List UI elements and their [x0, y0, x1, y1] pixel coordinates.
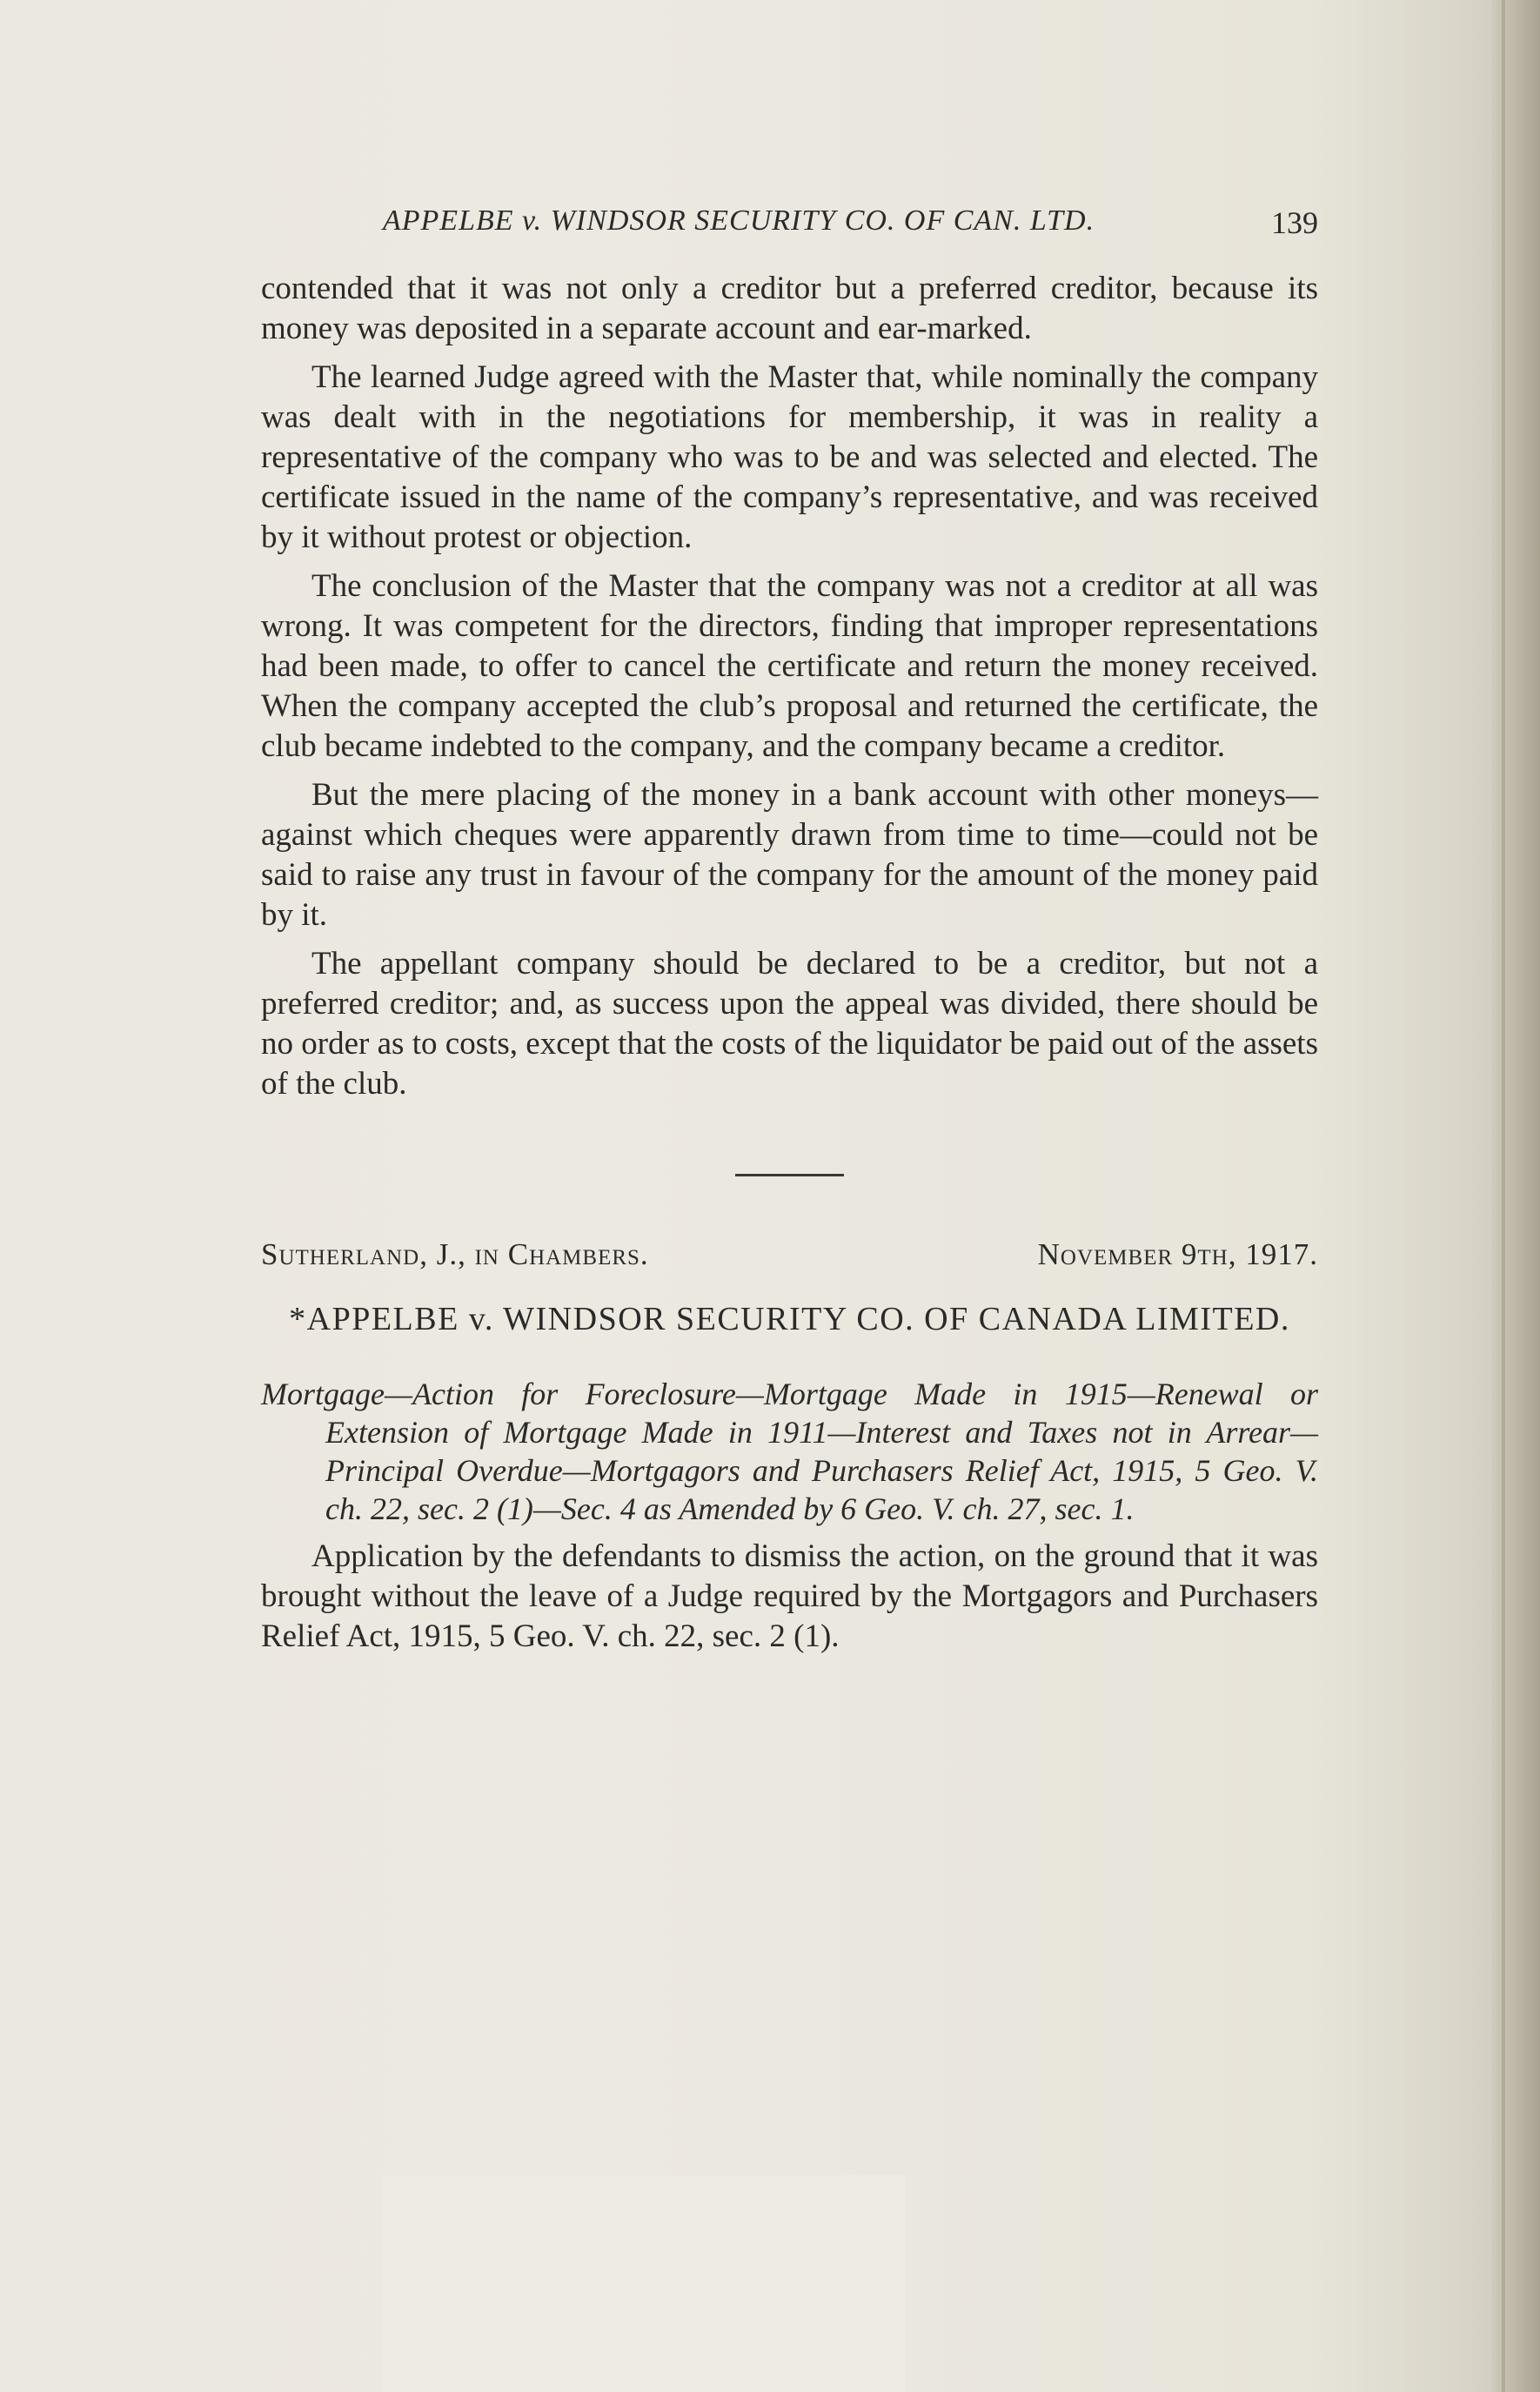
- paragraph-continued: contended that it was not only a creditor but a preferred creditor, because its money was deposited in a separate account and ear-marked.: [261, 271, 1318, 346]
- paragraph-appellant: The appellant company should be declared to be a creditor, but not a preferred creditor; and, as success upon the appeal was divided, there should be no order as to costs, except that the costs of the liquidator be paid out of the assets of the club.: [261, 946, 1318, 1102]
- page-content: [261, 196, 1318, 1657]
- paragraph-conclusion: The conclusion of the Master that the company was not a creditor at all was wrong. It was competent for the directors, finding that improper representations had been made, to offer to cancel the certificate and return the money received. When the company accepted the club’s proposal and returned the certificate, the club became indebted to the company, and the company became a creditor.: [261, 568, 1318, 764]
- page-number: 139: [1271, 205, 1318, 240]
- paper-light-patch: [383, 2175, 905, 2392]
- decision-date: November 9th, 1917.: [1037, 1237, 1318, 1271]
- paragraph-bank-account: But the mere placing of the money in a bank account with other moneys—against which cheques were apparently drawn from time to time—could not be said to raise any trust in favour of the company for the amount of the money paid by it.: [261, 777, 1318, 933]
- page-edge-line: [1502, 0, 1505, 2392]
- judge-name: Sutherland, J., in Chambers.: [261, 1237, 649, 1271]
- case-heading-line: [261, 1237, 1318, 1281]
- case-headnote: Mortgage—Action for Foreclosure—Mortgage Made in 1915—Renewal or Extension of Mortgage Made in 1911—Interest and Taxes not in Arrear—Principal Overdue—Mortgagors and Purchasers Relief Act, 1915, 5 Geo. V. ch. 22, sec. 2 (1)—Sec. 4 as Amended by 6 Geo. V. ch. 27, sec. 1.: [261, 1377, 1318, 1526]
- running-head-title: APPELBE v. WINDSOR SECURITY CO. OF CAN. LTD.: [383, 204, 1095, 237]
- running-head: [261, 196, 1318, 248]
- paragraph-judge-agreed: The learned Judge agreed with the Master that, while nominally the company was dealt with in the negotiations for membership, it was in reality a representative of the company who was to be and was selected and elected. The certificate issued in the name of the company’s representative, and was received by it without protest or objection.: [261, 359, 1318, 555]
- section-divider: [735, 1174, 844, 1176]
- paragraph-application: Application by the defendants to dismiss the action, on the ground that it was brought without the leave of a Judge required by the Mortgagors and Purchasers Relief Act, 1915, 5 Geo. V. ch. 22, sec. 2 (1).: [261, 1538, 1318, 1654]
- case-title: *APPELBE v. WINDSOR SECURITY CO. OF CANADA LIMITED.: [289, 1301, 1290, 1337]
- page-gutter-shadow: [1492, 0, 1540, 2392]
